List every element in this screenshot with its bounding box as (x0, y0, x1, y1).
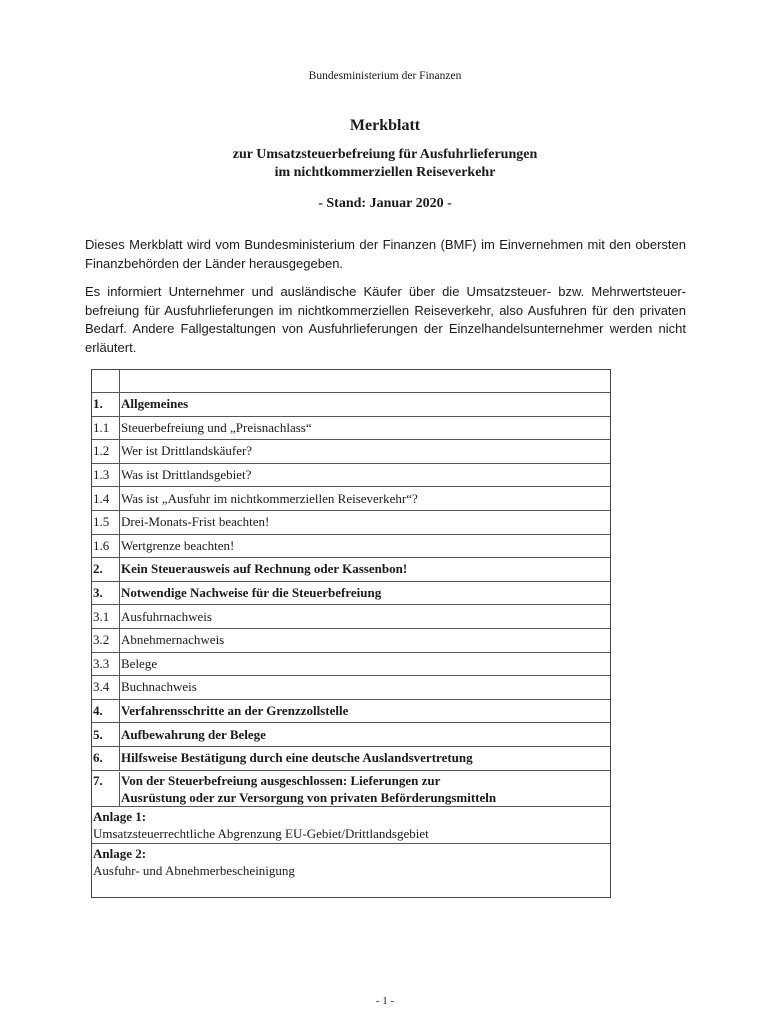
toc-number: 3.2 (92, 629, 120, 652)
document-title: Merkblatt (349, 117, 421, 134)
page-number: - 1 - (375, 995, 395, 1007)
toc-label: Verfahrensschritte an der Grenzzollstelle (121, 703, 349, 719)
toc-number: 6. (92, 747, 120, 770)
toc-number: 7. (92, 772, 120, 806)
toc-label: Wertgrenze beachten! (121, 537, 235, 553)
anlage-1 (92, 807, 610, 844)
anlage-1-title: Anlage 1: (93, 808, 147, 824)
toc-number: 4. (92, 700, 120, 723)
toc-label: Hilfsweise Bestätigung durch eine deutsche Auslandsvertretung (121, 750, 473, 766)
toc-label: Was ist Drittlandsgebiet? (121, 467, 252, 483)
toc-number: 3.4 (92, 676, 120, 699)
toc-row (92, 723, 610, 747)
subtitle-line-2: im nichtkommerziellen Reiseverkehr (274, 165, 496, 180)
ministry-header: Bundesministerium der Finanzen (308, 70, 462, 82)
toc-label-line-1: Von der Steuerbefreiung ausgeschlossen: Lieferungen zur (121, 772, 441, 788)
toc-label: Drei-Monats-Frist beachten! (121, 514, 270, 530)
stand-date: - Stand: Januar 2020 - (318, 196, 452, 211)
anlage-2-title: Anlage 2: (93, 845, 147, 861)
toc-number: 2. (92, 558, 120, 581)
toc-label: Wer ist Drittlandskäufer? (121, 443, 253, 459)
toc-row (92, 605, 610, 629)
toc-row (92, 393, 610, 417)
toc-number: 1.5 (92, 511, 120, 534)
toc-header-num-cell (92, 370, 120, 392)
toc-row (92, 700, 610, 724)
toc-number: 1.6 (92, 535, 120, 558)
toc-row (92, 629, 610, 653)
anlage-1-text: Umsatzsteuerrechtliche Abgrenzung EU-Gebiet/Drittlandsgebiet (93, 825, 429, 841)
intro-paragraph-1: Dieses Merkblatt wird vom Bundesministerium der Finanzen (BMF) im Einvernehmen mit den obersten Finanzbehörden der Länder herausgegeben. (85, 237, 686, 271)
toc-row (92, 417, 610, 441)
toc-number: 3.1 (92, 605, 120, 628)
toc-number: 3.3 (92, 653, 120, 676)
toc-number: 3. (92, 582, 120, 605)
toc-row (92, 558, 610, 582)
table-of-contents (91, 369, 611, 898)
intro-paragraph-2: Es informiert Unternehmer und ausländische Käufer über die Umsatzsteuer- bzw. Mehrwertsteuer-befreiung für Ausfuhrlieferungen im nichtkommerziellen Reiseverkehr, also Ausfuhren für den privaten Bedarf. Andere Fallgestaltungen von Ausfuhrlieferungen der Einzelhandelsunternehmer werden nicht erläutert. (85, 284, 686, 355)
toc-empty-header-row (92, 370, 610, 393)
toc-row (92, 653, 610, 677)
toc-number: 1.2 (92, 440, 120, 463)
toc-row (92, 747, 610, 771)
toc-label-line-2: Ausrüstung oder zur Versorgung von privaten Beförderungsmitteln (121, 789, 497, 805)
toc-number: 1.4 (92, 487, 120, 510)
toc-label: Was ist „Ausfuhr im nichtkommerziellen Reiseverkehr“? (121, 490, 418, 506)
toc-label: Belege (121, 655, 158, 671)
subtitle-line-1: zur Umsatzsteuerbefreiung für Ausfuhrlieferungen (232, 147, 538, 162)
toc-label (120, 772, 610, 806)
toc-label: Abnehmernachweis (121, 632, 225, 648)
anlage-2 (92, 844, 610, 897)
toc-label: Buchnachweis (121, 679, 197, 695)
document-subtitle (0, 146, 770, 182)
toc-row (92, 464, 610, 488)
toc-header-label-cell (120, 370, 610, 392)
toc-row (92, 535, 610, 559)
toc-label: Kein Steuerausweis auf Rechnung oder Kassenbon! (121, 561, 408, 577)
toc-number: 1.1 (92, 417, 120, 440)
toc-row (92, 511, 610, 535)
toc-label: Aufbewahrung der Belege (121, 726, 266, 742)
toc-label: Notwendige Nachweise für die Steuerbefreiung (121, 585, 382, 601)
toc-number: 5. (92, 723, 120, 746)
toc-number: 1. (92, 393, 120, 416)
toc-row (92, 676, 610, 700)
toc-row (92, 487, 610, 511)
toc-row (92, 582, 610, 606)
toc-label: Allgemeines (121, 396, 189, 412)
toc-row (92, 771, 610, 807)
toc-number: 1.3 (92, 464, 120, 487)
anlage-2-text: Ausfuhr- und Abnehmerbescheinigung (93, 862, 295, 878)
toc-row (92, 440, 610, 464)
toc-label: Steuerbefreiung und „Preisnachlass“ (121, 419, 312, 435)
toc-label: Ausfuhrnachweis (121, 608, 212, 624)
